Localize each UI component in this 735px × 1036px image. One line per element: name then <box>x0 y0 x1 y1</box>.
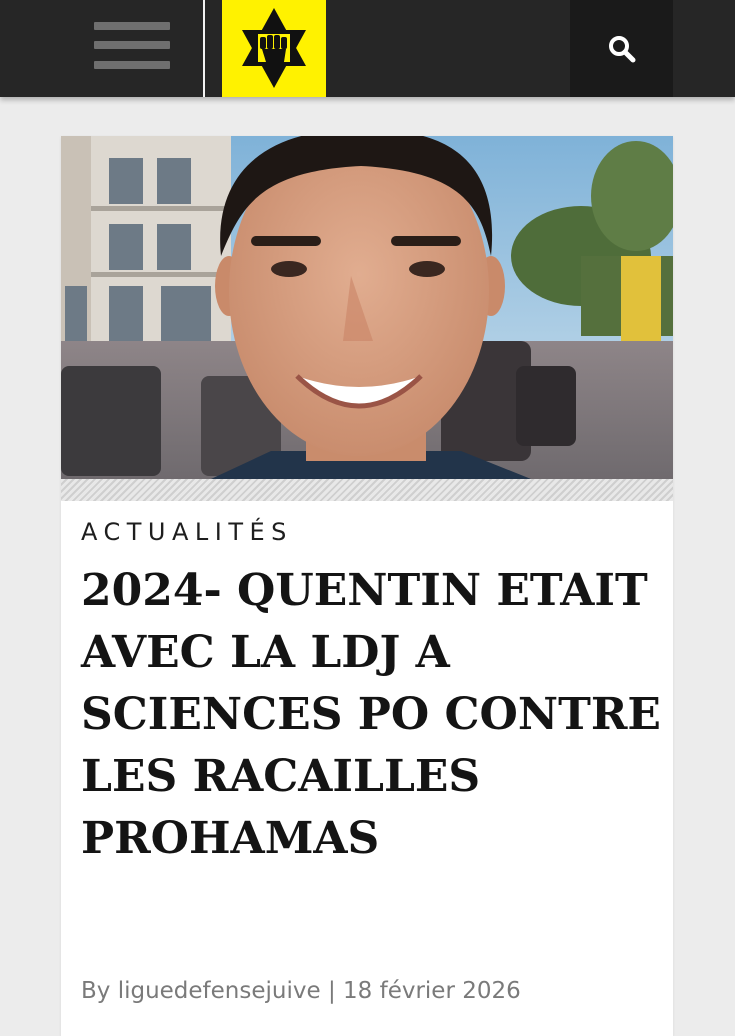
article-category[interactable]: ACTUALITÉS <box>81 518 293 546</box>
image-divider-hatch <box>61 479 673 501</box>
article-title[interactable]: 2024- QUENTIN ETAIT AVEC LA LDJ A SCIENCES PO CONTRE LES RACAILLES PROHAMAS <box>81 565 661 864</box>
header-divider <box>203 0 205 97</box>
search-button[interactable] <box>570 0 673 97</box>
top-navigation-bar <box>0 0 735 97</box>
article-byline <box>81 978 521 1004</box>
article-featured-image[interactable] <box>61 136 673 479</box>
site-logo[interactable] <box>222 0 326 97</box>
author-link[interactable]: liguedefensejuive <box>117 978 321 1004</box>
byline-separator: | <box>327 978 336 1004</box>
menu-button[interactable] <box>0 0 203 97</box>
byline-prefix: By <box>81 978 111 1004</box>
star-of-david-fist-icon <box>222 0 326 97</box>
publish-date: 18 février 2026 <box>343 978 521 1004</box>
search-icon <box>607 34 637 64</box>
article-card[interactable] <box>61 136 673 1036</box>
portrait-photo <box>61 136 673 479</box>
